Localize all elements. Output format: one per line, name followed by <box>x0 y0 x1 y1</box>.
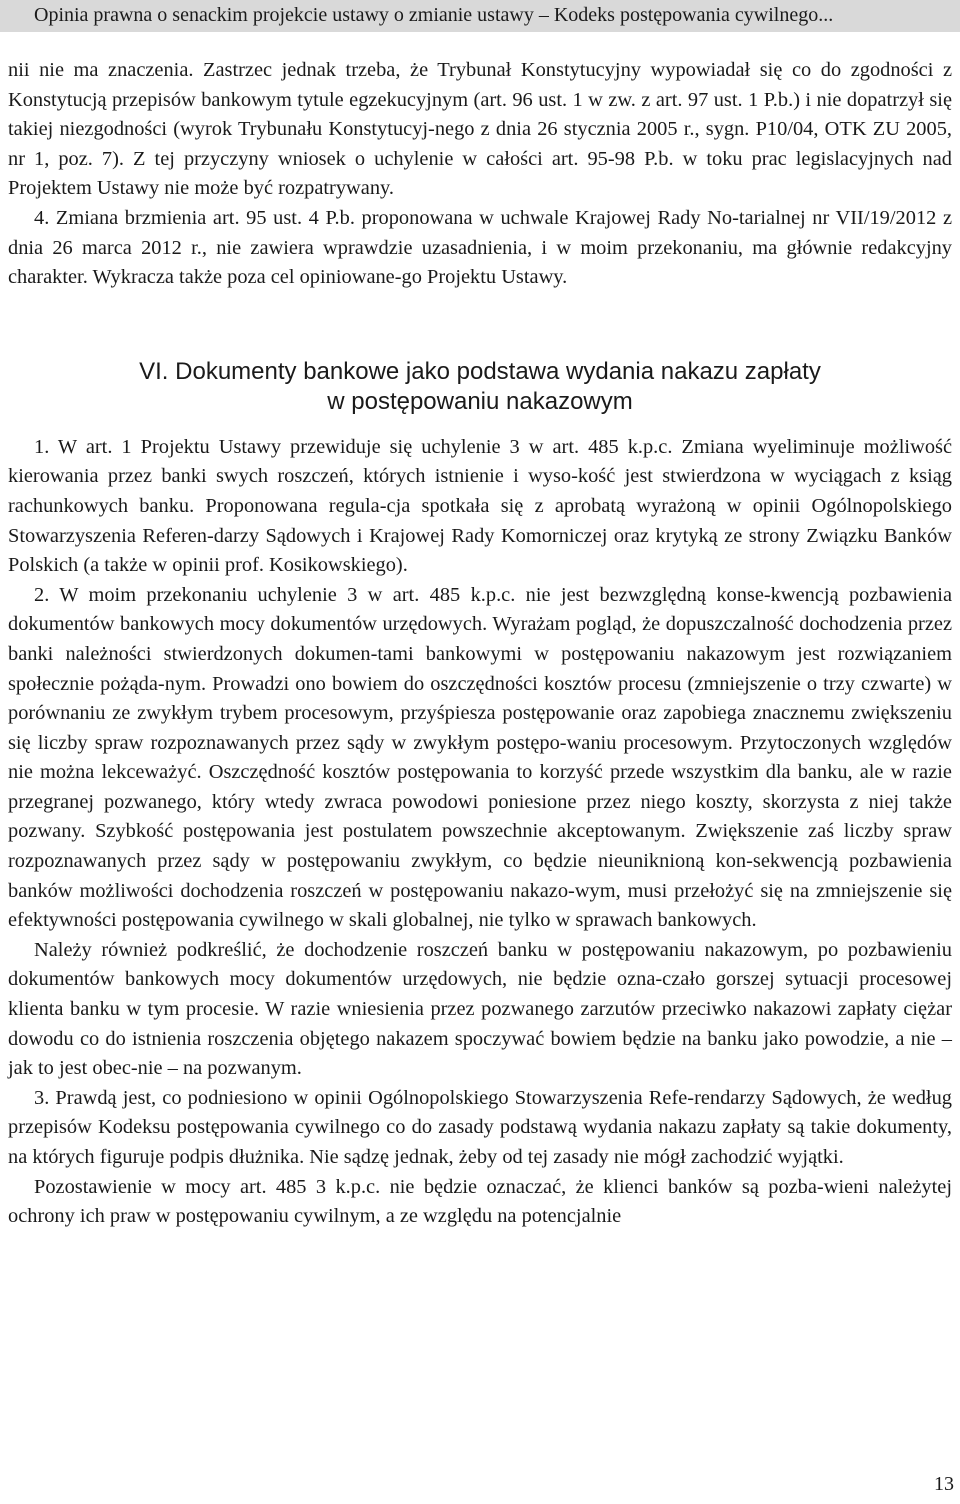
paragraph-point-2: 2. W moim przekonaniu uchylenie 3 w art. 485 k.p.c. nie jest bezwzględną konse-kwencją pozbawienia dokumentów bankowych mocy dokumentów urzędowych. Wyrażam pogląd, że dopuszczalność dochodzenia przez banki należności stwierdzonych dokumen-tami bankowymi w postępowaniu nakazowym jest rozwiązaniem społecznie pożąda-nym. Prowadzi ono bowiem do oszczędności kosztów procesu (zmniejszenie o trzy czwarte) w porównaniu ze zwykłym trybem procesowym, przyśpiesza postępowanie oraz zapobiega znacznemu zwiększeniu się liczby spraw rozpoznawanych przez sądy w zwykłym postępo-waniu procesowym. Przytoczonych względów nie można lekceważyć. Oszczędność kosztów postępowania to korzyść przede wszystkim dla banku, ale w razie przegranej pozwanego, który wtedy zwraca powodowi poniesione przez niego koszty, skorzysta z niej także pozwany. Szybkość postępowania jest postulatem powszechnie akceptowanym. Zwiększenie zaś liczby spraw rozpoznawanych przez sądy w postępowaniu zwykłym, co będzie nieuniknioną kon-sekwencją pozbawienia banków możliwości dochodzenia roszczeń w postępowaniu nakazo-wym, musi przełożyć się na zmniejszenie się efektywności postępowania cywilnego w skali globalnej, nie tylko w sprawach bankowych. <box>8 583 952 932</box>
paragraph-point-3-continued: Pozostawienie w mocy art. 485 3 k.p.c. nie będzie oznaczać, że klienci banków są pozba-wieni należytej ochrony ich praw w postępowaniu cywilnym, a ze względu na potencjalnie <box>8 1175 952 1228</box>
paragraph-point-3: 3. Prawdą jest, co podniesiono w opinii Ogólnopolskiego Stowarzyszenia Refe-rendarzy Sądowych, że według przepisów Kodeksu postępowania cywilnego co do zasady podstawą wydania nakazu zapłaty są takie dokumenty, na których figuruje podpis dłużnika. Nie sądzę jednak, żeby od tej zasady nie mógł zachodzić wyjątki. <box>8 1086 952 1168</box>
page-body <box>8 56 952 1232</box>
paragraph-point-1: 1. W art. 1 Projektu Ustawy przewiduje się uchylenie 3 w art. 485 k.p.c. Zmiana wyeliminuje możliwość kierowania przez banki swych roszczeń, których istnienie i wyso-kość jest stwierdzona w wyciągach z ksiąg rachunkowych banku. Proponowana regula-cja spotkała się z aprobatą wyrażoną w opinii Ogólnopolskiego Stowarzyszenia Referen-darzy Sądowych i Krajowej Rady Komorniczej oraz krytyką ze strony Związku Banków Polskich (a także w opinii prof. Kosikowskiego). <box>8 435 952 577</box>
section-title-line-2: w postępowaniu nakazowym <box>327 387 633 415</box>
paragraph-point-2-continued: Należy również podkreślić, że dochodzenie roszczeń banku w postępowaniu nakazowym, po pozbawieniu dokumentów bankowych mocy dokumentów urzędowych, nie będzie ozna-czało gorszej sytuacji procesowej klienta banku w tym procesie. W razie wniesienia przez pozwanego zarzutów przeciwko nakazowi zapłaty ciężar dowodu co do istnienia roszczenia objętego nakazem spoczywać bowiem będzie na banku jako powodzie, a nie – jak to jest obec-nie – na pozwanym. <box>8 938 952 1080</box>
page-number: 13 <box>934 1473 954 1495</box>
paragraph-point-4: 4. Zmiana brzmienia art. 95 ust. 4 P.b. proponowana w uchwale Krajowej Rady No-tarialnej nr VII/19/2012 z dnia 26 marca 2012 r., nie zawiera wprawdzie uzasadnienia, i w moim przekonaniu, ma głównie redakcyjny charakter. Wykracza także poza cel opiniowane-go Projektu Ustawy. <box>8 206 952 289</box>
section-title <box>8 357 952 417</box>
running-head: Opinia prawna o senackim projekcie ustawy o zmianie ustawy – Kodeks postępowania cywilnego... <box>0 0 960 32</box>
paragraph-continuation: nii nie ma znaczenia. Zastrzec jednak trzeba, że Trybunał Konstytucyjny wypowiadał się co do zgodności z Konstytucją przepisów bankowym tytule egzekucyjnym (art. 96 ust. 1 w zw. z art. 97 ust. 1 P.b.) i nie dopatrzył się takiej niezgodności (wyrok Trybunału Konstytucyj-nego z dnia 26 stycznia 2005 r., sygn. P10/04, OTK ZU 2005, nr 1, poz. 7). Z tej przyczyny wniosek o uchylenie w całości art. 95-98 P.b. w toku prac legislacyjnych nad Projektem Ustawy nie może być rozpatrywany. <box>8 59 952 200</box>
section-title-line-1: VI. Dokumenty bankowe jako podstawa wydania nakazu zapłaty <box>139 357 821 385</box>
